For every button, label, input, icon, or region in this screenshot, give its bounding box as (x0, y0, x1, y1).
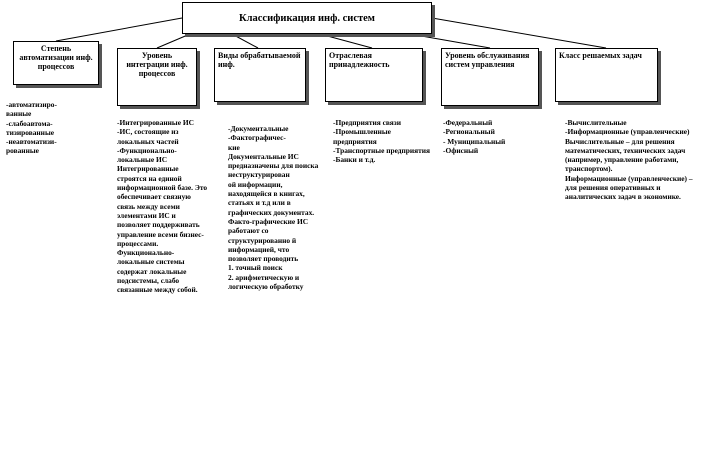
category-description-info-types: -Документальные -Фактографичес- кие Документальные ИС предназначены для поиска неструктурирован ой информации, находящейся в книгах, статьях и т.д или в графических документах. Факто-графические ИС работают со структурированно й информацией, что позволяет проводить 1. точный поиск 2. арифметическую и логическую обработку (228, 124, 319, 292)
connector-3 (232, 34, 258, 48)
category-description-integration: -Интегрированные ИС -ИС, состоящие из локальных частей -Функционально-локальные ИС Интегрированные строятся на единой информационной базе. Это обеспечивает связную связь между всеми элементами ИС и позволяет поддерживать управление всеми бизнес-процессами. Функционально-локальные системы содержат локальные подсистемы, слабо связанные между собой. (117, 118, 208, 295)
root-node (182, 2, 432, 34)
category-node-task-class (555, 48, 658, 102)
category-description-automation: -автоматизиро- ванные -слабоавтома- тизированные -неавтоматизи- рованные (6, 100, 57, 156)
category-node-info-types (214, 48, 306, 102)
category-node-industry (325, 48, 423, 102)
category-title: Степень автоматизации инф. процессов (19, 44, 93, 71)
category-title: Класс решаемых задач (559, 51, 642, 60)
category-title: Уровень интеграции инф. процессов (126, 51, 188, 78)
connector-1 (56, 18, 182, 41)
category-description-service-level: -Федеральный -Региональный - Муниципальный -Офисный (443, 118, 506, 155)
connector-2 (157, 34, 190, 48)
connector-5 (410, 34, 490, 48)
category-node-service-level (441, 48, 539, 106)
category-title: Уровень обслуживания систем управления (445, 51, 530, 69)
root-title: Классификация инф. систем (239, 12, 375, 24)
category-description-task-class: -Вычислительные -Информационные (управленческие) Вычислительные – для решения математических, технических задач (например, управление работами, транспортом). Информационные (управленческие) – для решения оперативных и аналитических задач в экономике. (565, 118, 693, 202)
category-title: Виды обрабатываемой инф. (218, 51, 301, 69)
category-node-integration (117, 48, 197, 106)
category-description-industry: -Предприятия связи -Промышленные предприятия -Транспортные предприятия -Банки и т.д. (333, 118, 431, 165)
category-node-automation (13, 41, 99, 85)
connector-6 (432, 18, 606, 48)
connector-4 (320, 34, 372, 48)
category-title: Отраслевая принадлежность (329, 51, 390, 69)
